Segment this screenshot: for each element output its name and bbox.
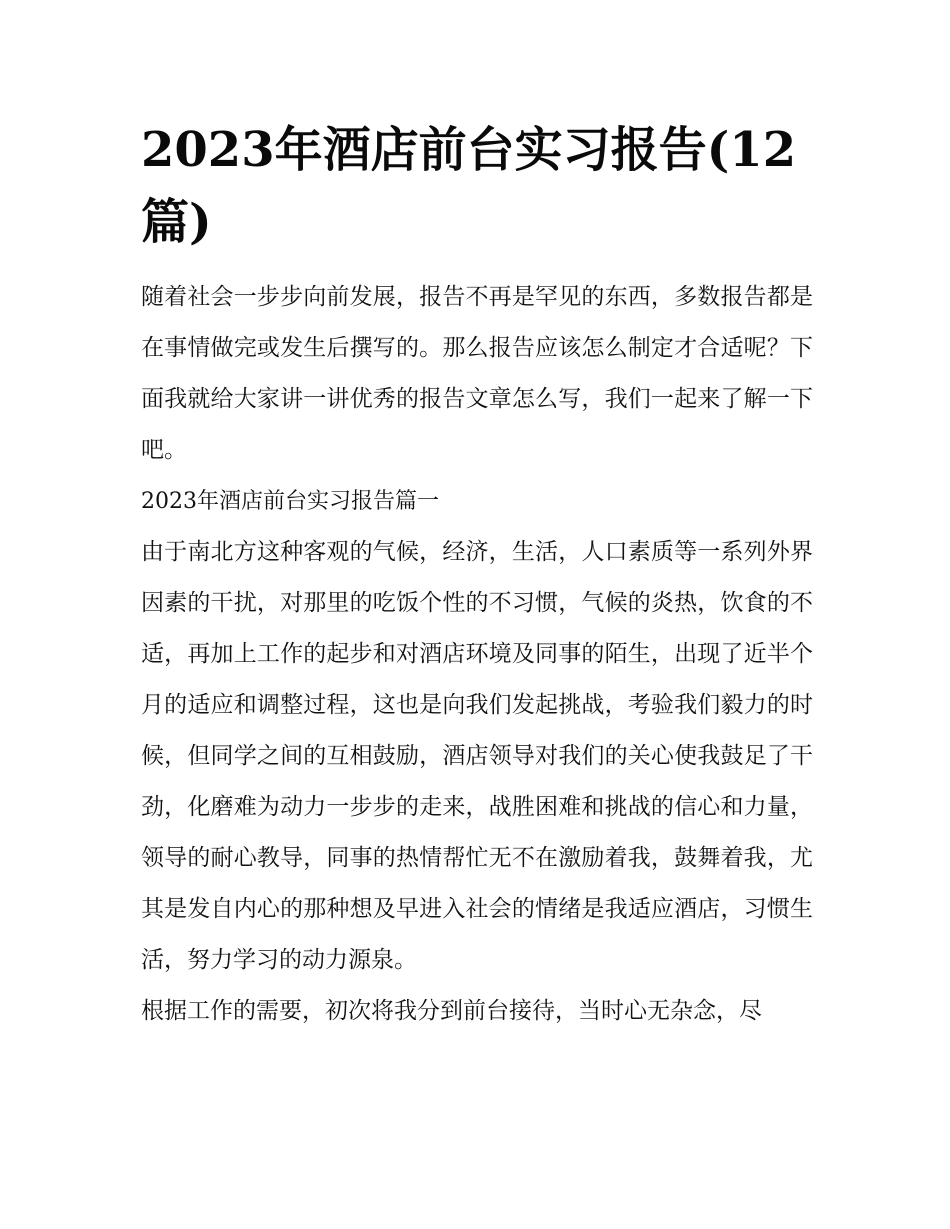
body-paragraph-2: 根据工作的需要，初次将我分到前台接待，当时心无杂念，尽: [141, 998, 762, 1024]
document-body: [141, 114, 813, 1037]
body-paragraph-1: 由于南北方这种客观的气候，经济，生活，人口素质等一系列外界因素的干扰，对那里的吃饭个性的不习惯，气候的炎热，饮食的不适，再加上工作的起步和对酒店环境及同事的陌生，出现了近半个月的适应和调整过程，这也是向我们发起挑战，考验我们毅力的时候，但同学之间的互相鼓励，酒店领导对我们的关心使我鼓足了干劲，化磨难为动力一步步的走来，战胜困难和挑战的信心和力量，领导的耐心教导，同事的热情帮忙无不在激励着我，鼓舞着我，尤其是发自内心的那种想及早进入社会的情绪是我适应酒店，习惯生活，努力学习的动力源泉。: [141, 539, 813, 973]
intro-paragraph: 随着社会一步步向前发展，报告不再是罕见的东西，多数报告都是在事情做完或发生后撰写的。那么报告应该怎么制定才合适呢？下面我就给大家讲一讲优秀的报告文章怎么写，我们一起来了解一下吧。: [141, 284, 813, 463]
section-heading: 2023年酒店前台实习报告篇一: [141, 489, 439, 514]
document-title: 2023年酒店前台实习报告(12篇): [141, 122, 797, 250]
